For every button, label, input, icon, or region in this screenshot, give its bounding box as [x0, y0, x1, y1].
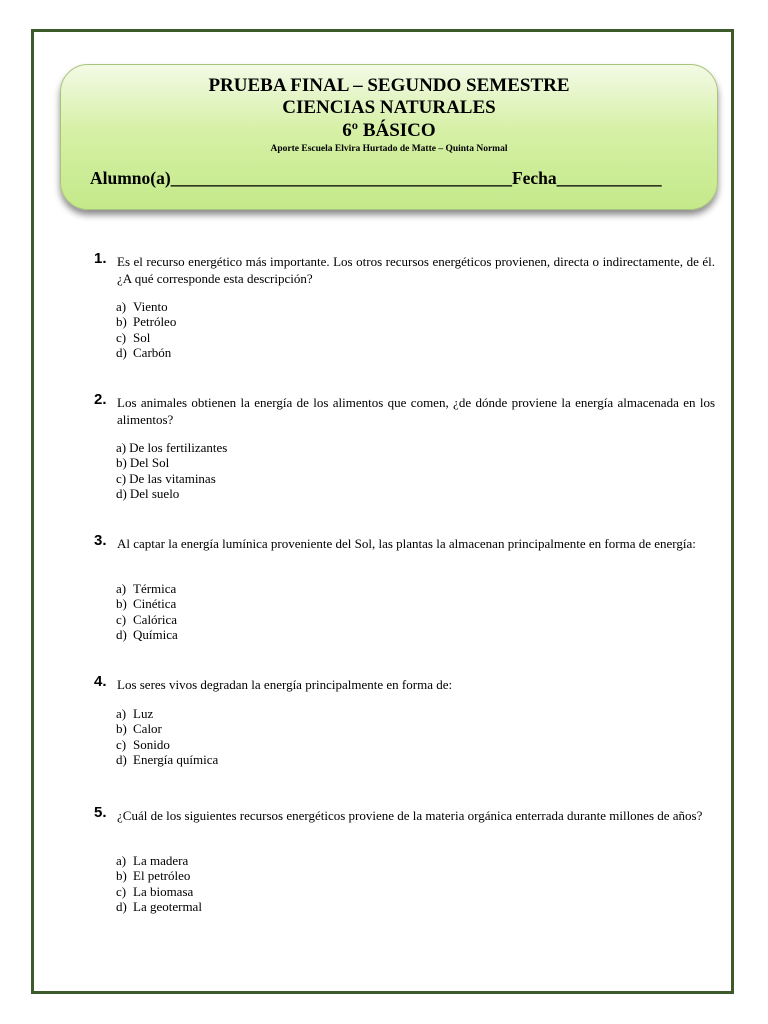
option-text: Sonido — [133, 736, 170, 752]
option-text: Cinética — [133, 596, 177, 612]
option-text: Térmica — [133, 581, 177, 596]
option-letter: a) — [116, 581, 127, 596]
option-letter: d) — [116, 898, 127, 914]
option-c — [116, 737, 218, 752]
option-text: Calórica — [133, 611, 178, 627]
option-letter: a) — [116, 440, 127, 455]
option-a — [116, 440, 227, 455]
option-b — [116, 721, 218, 736]
option-d — [116, 345, 176, 360]
option-letter: d) — [116, 344, 127, 360]
question-text: Los seres vivos degradan la energía principalmente en forma de: — [117, 677, 453, 692]
question-number: 2. — [94, 391, 107, 408]
option-letter: d) — [116, 751, 127, 767]
option-c — [116, 884, 202, 899]
option-d — [116, 627, 178, 642]
exam-title: PRUEBA FINAL – SEGUNDO SEMESTRE — [208, 75, 570, 96]
option-letter: c) — [116, 883, 127, 899]
question-number: 1. — [94, 250, 107, 267]
answer-options — [116, 440, 227, 501]
option-b — [116, 455, 227, 470]
option-letter: b) — [116, 455, 127, 471]
option-text: Carbón — [133, 344, 172, 360]
grade-title: 6º BÁSICO — [342, 120, 436, 141]
option-text: La madera — [133, 853, 189, 868]
option-text: De los fertilizantes — [129, 440, 228, 455]
answer-options — [116, 853, 202, 914]
option-letter: d) — [116, 626, 127, 642]
option-text: El petróleo — [133, 868, 191, 884]
option-text: Sol — [133, 329, 151, 345]
option-c — [116, 471, 227, 486]
option-letter: c) — [116, 470, 127, 486]
option-a — [116, 581, 178, 596]
option-text: La biomasa — [133, 883, 194, 899]
answer-options — [116, 581, 178, 642]
option-letter: c) — [116, 329, 127, 345]
answer-options — [116, 706, 218, 767]
option-text: De las vitaminas — [129, 470, 216, 486]
option-letter: d) — [116, 485, 127, 501]
option-c — [116, 612, 178, 627]
option-b — [116, 596, 178, 611]
option-letter: b) — [116, 868, 127, 884]
option-text: Del Sol — [129, 455, 170, 471]
option-text: Química — [133, 626, 178, 642]
option-text: Petróleo — [133, 314, 177, 330]
option-c — [116, 330, 176, 345]
option-text: Energía química — [133, 751, 219, 767]
question-text: Es el recurso energético más importante. Los otros recursos energéticos provienen, directa o indirectamente, de él. ¿A qué corresponde esta descripción? — [117, 254, 715, 286]
option-letter: a) — [116, 853, 127, 868]
option-d — [116, 899, 202, 914]
option-d — [116, 752, 218, 767]
option-text: Calor — [133, 721, 162, 737]
option-text: Del suelo — [129, 485, 180, 501]
question-number: 3. — [94, 532, 107, 549]
school-credit: Aporte Escuela Elvira Hurtado de Matte – Quinta Normal — [270, 144, 508, 154]
option-b — [116, 868, 202, 883]
option-a — [116, 853, 202, 868]
answer-options — [116, 299, 176, 360]
question-number: 5. — [94, 804, 107, 821]
option-letter: c) — [116, 736, 127, 752]
option-letter: b) — [116, 314, 127, 330]
question-text: Los animales obtienen la energía de los alimentos que comen, ¿de dónde proviene la energía almacenada en los alimentos? — [117, 395, 715, 427]
option-letter: a) — [116, 299, 127, 314]
question-number: 4. — [94, 673, 107, 690]
option-letter: a) — [116, 706, 127, 721]
option-letter: b) — [116, 596, 127, 612]
option-d — [116, 486, 227, 501]
option-text: La geotermal — [133, 898, 202, 914]
option-letter: c) — [116, 611, 127, 627]
option-a — [116, 299, 176, 314]
option-b — [116, 314, 176, 329]
option-a — [116, 706, 218, 721]
student-date-line: Alumno(a)_______________________________________Fecha____________ — [90, 168, 662, 188]
option-letter: b) — [116, 721, 127, 737]
option-text: Luz — [133, 706, 154, 721]
question-text: Al captar la energía lumínica proveniente del Sol, las plantas la almacenan principalmente en forma de energía: — [117, 536, 696, 551]
question-text: ¿Cuál de los siguientes recursos energéticos proviene de la materia orgánica enterrada durante millones de años? — [117, 808, 703, 823]
exam-header — [60, 64, 718, 210]
option-text: Viento — [133, 299, 168, 314]
subject-title: CIENCIAS NATURALES — [282, 97, 496, 118]
